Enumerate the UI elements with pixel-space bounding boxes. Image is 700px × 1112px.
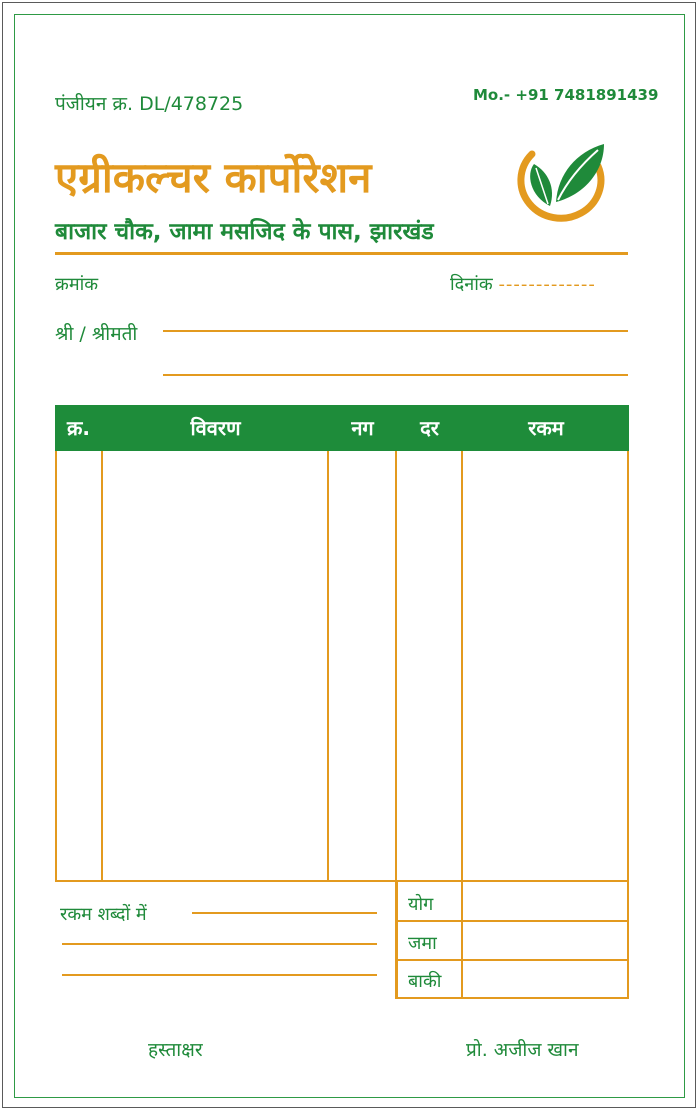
header-divider — [55, 252, 628, 255]
company-address: बाजार चौक, जामा मसजिद के पास, झारखंड — [55, 219, 434, 245]
totals-divider — [396, 920, 629, 922]
totals-divider — [396, 959, 629, 961]
amount-in-words-label: रकम शब्दों में — [60, 904, 147, 925]
date-dashes: ------------- — [498, 274, 596, 295]
total-label: योग — [408, 894, 434, 915]
amount-words-line-2[interactable] — [62, 943, 377, 945]
date-field[interactable] — [450, 272, 596, 296]
column-rate: दर — [420, 416, 439, 440]
column-description: विवरण — [190, 416, 241, 440]
leaf-logo-icon — [512, 136, 608, 222]
column-amount: रकम — [528, 416, 564, 440]
company-name: एग्रीकल्चर कार्पोरेशन — [55, 153, 372, 202]
date-label: दिनांक — [450, 274, 493, 295]
amount-words-line-1[interactable] — [192, 912, 377, 914]
proprietor-name: प्रो. अजीज खान — [466, 1039, 579, 1061]
serial-label: क्रमांक — [55, 274, 99, 295]
deposit-label: जमा — [408, 933, 437, 954]
column-divider — [101, 451, 103, 882]
column-quantity: नग — [351, 416, 374, 440]
customer-label: श्री / श्रीमती — [55, 323, 138, 345]
balance-label: बाकी — [408, 971, 442, 992]
customer-name-line-1[interactable] — [163, 330, 628, 332]
signature-label: हस्ताक्षर — [148, 1039, 203, 1061]
column-divider — [327, 451, 329, 882]
amount-words-line-3[interactable] — [62, 974, 377, 976]
column-serial: क्र. — [67, 416, 90, 440]
items-table — [55, 405, 629, 882]
mobile-number: Mo.- +91 7481891439 — [473, 86, 659, 104]
customer-name-line-2[interactable] — [163, 374, 628, 376]
registration-number: पंजीयन क्र. DL/478725 — [55, 93, 244, 115]
